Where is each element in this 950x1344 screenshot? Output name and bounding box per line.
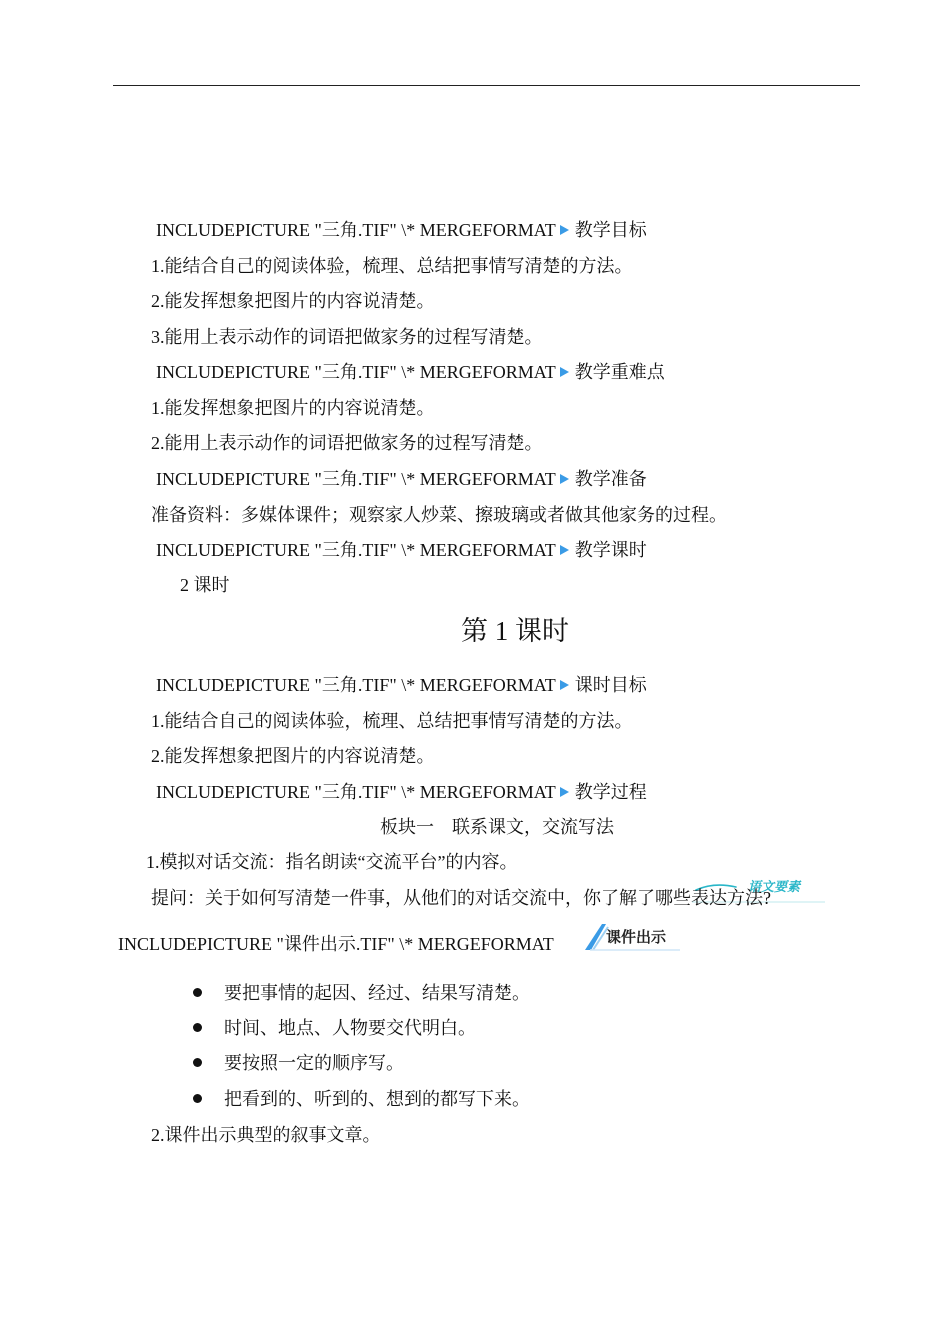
bullet-dot xyxy=(193,988,202,997)
bullet-item: 时间、地点、人物要交代明白。 xyxy=(224,1018,476,1038)
objective-item: 1.能结合自己的阅读体验，梳理、总结把事情写清楚的方法。 xyxy=(151,256,633,276)
courseware-logo xyxy=(582,918,682,952)
question-text: 提问：关于如何写清楚一件事，从他们的对话交流中，你了解了哪些表达方法? xyxy=(151,888,771,908)
heading-lesson-goals xyxy=(156,673,647,697)
heading-class-hours xyxy=(156,538,647,562)
heading-label: 教学重难点 xyxy=(574,362,665,382)
heading-label: 教学过程 xyxy=(574,782,647,802)
courseware-field-code: INCLUDEPICTURE "课件出示.TIF" \* MERGEFORMAT xyxy=(118,934,554,954)
field-code-text: INCLUDEPICTURE "三角.TIF" \* MERGEFORMAT xyxy=(156,540,556,560)
bullet-item: 把看到的、听到的、想到的都写下来。 xyxy=(224,1089,530,1109)
triangle-icon xyxy=(560,474,569,484)
heading-teaching-objectives xyxy=(156,218,647,242)
preparation-text: 准备资料：多媒体课件；观察家人炒菜、擦玻璃或者做其他家务的过程。 xyxy=(151,505,727,525)
lesson-goal-item: 1.能结合自己的阅读体验，梳理、总结把事情写清楚的方法。 xyxy=(151,711,633,731)
heading-preparation xyxy=(156,467,647,491)
lesson-title: 第 1 课时 xyxy=(461,616,569,646)
heading-teaching-process xyxy=(156,780,647,804)
field-code-text: INCLUDEPICTURE "三角.TIF" \* MERGEFORMAT xyxy=(156,469,556,489)
triangle-icon xyxy=(560,367,569,377)
lesson-goal-item: 2.能发挥想象把图片的内容说清楚。 xyxy=(151,746,435,766)
heading-label: 教学目标 xyxy=(574,220,647,240)
bullet-dot xyxy=(193,1058,202,1067)
field-code-text: INCLUDEPICTURE "三角.TIF" \* MERGEFORMAT xyxy=(156,220,556,240)
field-code-text: INCLUDEPICTURE "三角.TIF" \* MERGEFORMAT xyxy=(156,675,556,695)
bullet-item: 要按照一定的顺序写。 xyxy=(224,1053,404,1073)
objective-item: 3.能用上表示动作的词语把做家务的过程写清楚。 xyxy=(151,327,543,347)
block-title: 板块一 联系课文，交流写法 xyxy=(380,817,614,837)
key-point-item: 2.能用上表示动作的词语把做家务的过程写清楚。 xyxy=(151,433,543,453)
watermark-label: 语文要素 xyxy=(748,880,801,895)
triangle-icon xyxy=(560,787,569,797)
heading-label: 教学准备 xyxy=(574,469,647,489)
triangle-icon xyxy=(560,545,569,555)
triangle-icon xyxy=(560,680,569,690)
courseware-logo-label: 课件出示 xyxy=(606,928,667,946)
bullet-dot xyxy=(193,1023,202,1032)
field-code-text: INCLUDEPICTURE "三角.TIF" \* MERGEFORMAT xyxy=(156,362,556,382)
heading-label: 教学课时 xyxy=(574,540,647,560)
class-hours-text: 2 课时 xyxy=(180,575,230,595)
step-2-text: 2.课件出示典型的叙事文章。 xyxy=(151,1125,381,1145)
bullet-item: 要把事情的起因、经过、结果写清楚。 xyxy=(224,983,530,1003)
field-code-text: INCLUDEPICTURE "三角.TIF" \* MERGEFORMAT xyxy=(156,782,556,802)
objective-item: 2.能发挥想象把图片的内容说清楚。 xyxy=(151,291,435,311)
page-header-rule xyxy=(113,85,860,86)
bullet-dot xyxy=(193,1094,202,1103)
heading-key-points xyxy=(156,360,665,384)
triangle-icon xyxy=(560,225,569,235)
step-1-text: 1.模拟对话交流：指名朗读“交流平台”的内容。 xyxy=(146,852,518,872)
heading-label: 课时目标 xyxy=(574,675,647,695)
key-point-item: 1.能发挥想象把图片的内容说清楚。 xyxy=(151,398,435,418)
